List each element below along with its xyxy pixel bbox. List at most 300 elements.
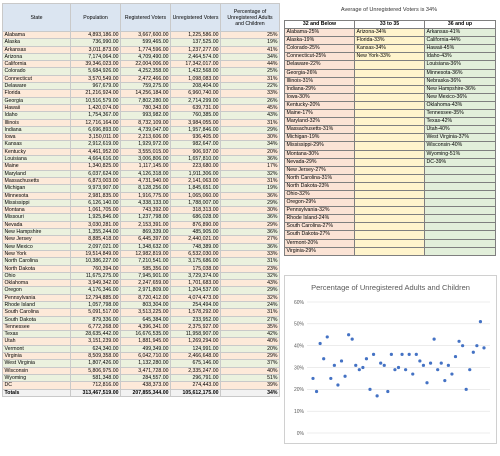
table-row[interactable] [3, 301, 280, 308]
data-point[interactable] [340, 359, 343, 362]
value-cell[interactable]: 32% [221, 170, 280, 177]
table-row[interactable] [3, 163, 280, 170]
table-row[interactable] [3, 280, 280, 287]
data-point[interactable] [429, 362, 432, 365]
group-cell[interactable]: New York-33% [355, 53, 425, 61]
totals-cell[interactable]: 34% [221, 389, 280, 396]
value-cell[interactable]: 12,716,164.00 [71, 119, 121, 126]
value-cell[interactable]: 869,339.00 [121, 229, 171, 236]
value-cell[interactable]: 485,905.00 [171, 229, 221, 236]
group-cell[interactable]: Hawaii-45% [425, 45, 496, 53]
data-point[interactable] [400, 353, 403, 356]
group-cell[interactable]: South Dakota-27% [285, 231, 355, 239]
value-cell[interactable]: 1,225,586.00 [171, 32, 221, 39]
group-cell[interactable]: Oregon-29% [285, 199, 355, 207]
data-point[interactable] [408, 353, 411, 356]
value-cell[interactable]: 4,664,616.00 [71, 156, 121, 163]
table-row[interactable] [3, 185, 280, 192]
group-cell[interactable]: Michigan-19% [285, 134, 355, 142]
group-cell[interactable]: Vermont-20% [285, 239, 355, 247]
table-row[interactable] [3, 309, 280, 316]
group-cell[interactable] [355, 174, 425, 182]
value-cell[interactable]: 39,346,023.00 [71, 61, 121, 68]
value-cell[interactable]: 284,557.00 [121, 374, 171, 381]
value-cell[interactable]: 3,555,015.00 [121, 148, 171, 155]
value-cell[interactable]: 3,984,055.00 [171, 119, 221, 126]
value-cell[interactable]: 1,132,280.00 [121, 360, 171, 367]
group-cell[interactable]: Massachusetts-31% [285, 126, 355, 134]
group-cell[interactable]: South Carolina-27% [285, 223, 355, 231]
value-cell[interactable]: 760,385.00 [171, 112, 221, 119]
table-row[interactable] [3, 177, 280, 184]
value-cell[interactable]: 12,794,885.00 [71, 294, 121, 301]
state-cell[interactable]: Texas [3, 331, 71, 338]
value-cell[interactable]: 9,973,907.00 [71, 185, 121, 192]
group-cell[interactable]: Delaware-22% [285, 61, 355, 69]
totals-cell[interactable]: 105,612,175.00 [171, 389, 221, 396]
group-cell[interactable]: Mississippi-29% [285, 142, 355, 150]
value-cell[interactable]: 8,128,256.00 [121, 185, 171, 192]
value-cell[interactable]: 16,676,535.00 [121, 331, 171, 338]
state-cell[interactable]: Colorado [3, 68, 71, 75]
value-cell[interactable]: 1,881,945.00 [121, 338, 171, 345]
value-cell[interactable]: 31% [221, 75, 280, 82]
value-cell[interactable]: 36% [221, 243, 280, 250]
group-cell[interactable] [355, 150, 425, 158]
value-cell[interactable]: 982,647.00 [171, 141, 221, 148]
value-cell[interactable]: 1,204,537.00 [171, 287, 221, 294]
value-cell[interactable]: 759,275.00 [121, 83, 171, 90]
value-cell[interactable]: 43% [221, 280, 280, 287]
state-cell[interactable]: Massachusetts [3, 177, 71, 184]
value-cell[interactable]: 4,731,940.00 [121, 177, 171, 184]
group-cell[interactable]: Connecticut-25% [285, 53, 355, 61]
value-cell[interactable]: 1,355,244.00 [71, 229, 121, 236]
value-cell[interactable]: 14,256,184.00 [121, 90, 171, 97]
value-cell[interactable]: 11,958,907.00 [171, 331, 221, 338]
table-row[interactable] [3, 104, 280, 111]
value-cell[interactable]: 2,375,927.00 [171, 323, 221, 330]
value-cell[interactable]: 45% [221, 104, 280, 111]
value-cell[interactable]: 686,028.00 [171, 214, 221, 221]
value-cell[interactable]: 2,971,809.00 [121, 287, 171, 294]
value-cell[interactable]: 208,404.00 [171, 83, 221, 90]
value-cell[interactable]: 3,949,342.00 [71, 280, 121, 287]
value-cell[interactable]: 39% [221, 382, 280, 389]
value-cell[interactable]: 624,340.00 [71, 345, 121, 352]
state-cell[interactable]: Tennessee [3, 323, 71, 330]
value-cell[interactable]: 6,126,140.00 [71, 199, 121, 206]
data-point[interactable] [454, 355, 457, 358]
table-row[interactable] [3, 258, 280, 265]
state-cell[interactable]: New Hampshire [3, 229, 71, 236]
value-cell[interactable]: 585,356.00 [121, 265, 171, 272]
state-cell[interactable]: Pennsylvania [3, 294, 71, 301]
value-cell[interactable]: 6,445,397.00 [121, 236, 171, 243]
group-cell[interactable] [425, 190, 496, 198]
state-cell[interactable]: New Jersey [3, 236, 71, 243]
value-cell[interactable]: 4,252,358.00 [121, 68, 171, 75]
value-cell[interactable]: 1,929,972.00 [121, 141, 171, 148]
value-cell[interactable]: 645,384.00 [121, 316, 171, 323]
value-cell[interactable]: 499,349.00 [121, 345, 171, 352]
group-cell[interactable] [355, 199, 425, 207]
table-row[interactable] [3, 119, 280, 126]
value-cell[interactable]: 675,146.00 [171, 360, 221, 367]
state-cell[interactable]: New York [3, 250, 71, 257]
state-cell[interactable]: Mississippi [3, 199, 71, 206]
table-row[interactable] [3, 236, 280, 243]
value-cell[interactable]: 4,739,047.00 [121, 126, 171, 133]
totals-row[interactable] [3, 389, 280, 396]
value-cell[interactable]: 7,210,541.00 [121, 258, 171, 265]
data-point[interactable] [433, 338, 436, 341]
value-cell[interactable]: 4,396,341.00 [121, 323, 171, 330]
value-cell[interactable]: 29% [221, 199, 280, 206]
group-cell[interactable]: Idaho-43% [425, 53, 496, 61]
table-row[interactable] [3, 148, 280, 155]
value-cell[interactable]: 8,720,412.00 [121, 294, 171, 301]
group-cell[interactable]: Georgia-26% [285, 69, 355, 77]
value-cell[interactable]: 318,313.00 [171, 207, 221, 214]
table-row[interactable] [3, 382, 280, 389]
value-cell[interactable]: 10,516,579.00 [71, 97, 121, 104]
state-cell[interactable]: Iowa [3, 134, 71, 141]
value-cell[interactable]: 36% [221, 192, 280, 199]
state-cell[interactable]: Oklahoma [3, 280, 71, 287]
value-cell[interactable]: 44% [221, 61, 280, 68]
table-row[interactable] [3, 272, 280, 279]
value-cell[interactable]: 36% [221, 214, 280, 221]
value-cell[interactable]: 30% [221, 134, 280, 141]
state-cell[interactable]: North Dakota [3, 265, 71, 272]
value-cell[interactable]: 223,680.00 [171, 163, 221, 170]
group-cell[interactable] [425, 174, 496, 182]
state-cell[interactable]: New Mexico [3, 243, 71, 250]
value-cell[interactable]: 3,151,239.00 [71, 338, 121, 345]
value-cell[interactable]: 1,925,846.00 [71, 214, 121, 221]
value-cell[interactable]: 22,004,006.00 [121, 61, 171, 68]
value-cell[interactable]: 2,981,835.00 [71, 192, 121, 199]
value-cell[interactable]: 3,150,011.00 [71, 134, 121, 141]
value-cell[interactable]: 42% [221, 331, 280, 338]
state-cell[interactable]: DC [3, 382, 71, 389]
data-point[interactable] [404, 368, 407, 371]
group-cell[interactable]: Rhode Island-24% [285, 215, 355, 223]
value-cell[interactable]: 6,772,268.00 [71, 323, 121, 330]
state-cell[interactable]: West Virginia [3, 360, 71, 367]
value-cell[interactable]: 233,952.00 [171, 316, 221, 323]
state-cell[interactable]: Hawaii [3, 104, 71, 111]
value-cell[interactable]: 5,091,517.00 [71, 309, 121, 316]
scatter-chart[interactable] [284, 275, 497, 444]
data-point[interactable] [368, 388, 371, 391]
group-cell[interactable] [425, 199, 496, 207]
value-cell[interactable]: 1,916,775.00 [121, 192, 171, 199]
data-point[interactable] [461, 344, 464, 347]
group-cell[interactable] [355, 61, 425, 69]
table-row[interactable] [3, 250, 280, 257]
table-row[interactable] [3, 265, 280, 272]
value-cell[interactable]: 736,990.00 [71, 39, 121, 46]
data-point[interactable] [440, 362, 443, 365]
value-cell[interactable]: 31% [221, 177, 280, 184]
group-cell[interactable]: New Jersey-27% [285, 166, 355, 174]
value-cell[interactable]: 2,466,648.00 [171, 353, 221, 360]
data-point[interactable] [447, 364, 450, 367]
group-cell[interactable] [355, 231, 425, 239]
value-cell[interactable]: 6,873,003.00 [71, 177, 121, 184]
table-row[interactable] [3, 287, 280, 294]
value-cell[interactable]: 4,709,490.00 [121, 53, 171, 60]
value-cell[interactable]: 1,117,145.00 [121, 163, 171, 170]
group-cell[interactable] [355, 110, 425, 118]
totals-cell[interactable]: 313,467,519.00 [71, 389, 121, 396]
data-point[interactable] [376, 394, 379, 397]
value-cell[interactable]: 1,957,846.00 [171, 126, 221, 133]
value-cell[interactable]: 1,340,825.00 [71, 163, 121, 170]
value-cell[interactable]: 1,807,426.00 [71, 360, 121, 367]
value-cell[interactable]: 6,037,624.00 [71, 170, 121, 177]
group-cell[interactable]: Iowa-30% [285, 93, 355, 101]
data-point[interactable] [311, 377, 314, 380]
value-cell[interactable]: 36% [221, 229, 280, 236]
data-point[interactable] [418, 359, 421, 362]
value-cell[interactable]: 296,791.00 [171, 374, 221, 381]
state-cell[interactable]: Alaska [3, 39, 71, 46]
value-cell[interactable]: 1,061,705.00 [71, 207, 121, 214]
state-cell[interactable]: Alabama [3, 32, 71, 39]
data-point[interactable] [365, 357, 368, 360]
value-cell[interactable]: 254,494.00 [171, 301, 221, 308]
table-row[interactable] [3, 316, 280, 323]
group-cell[interactable] [425, 166, 496, 174]
value-cell[interactable]: 34% [221, 141, 280, 148]
value-cell[interactable]: 2,097,021.00 [71, 243, 121, 250]
value-cell[interactable]: 2,464,574.00 [171, 53, 221, 60]
value-cell[interactable]: 30% [221, 207, 280, 214]
value-cell[interactable]: 2,335,247.00 [171, 367, 221, 374]
value-cell[interactable]: 1,057,798.00 [71, 301, 121, 308]
value-cell[interactable]: 29% [221, 126, 280, 133]
value-cell[interactable]: 137,525.00 [171, 39, 221, 46]
value-cell[interactable]: 27% [221, 236, 280, 243]
group-cell[interactable] [355, 182, 425, 190]
state-cell[interactable]: Maine [3, 163, 71, 170]
group-cell[interactable]: New Hampshire-36% [425, 85, 496, 93]
table-row[interactable] [3, 243, 280, 250]
value-cell[interactable]: 1,348,632.00 [121, 243, 171, 250]
value-cell[interactable]: 760,394.00 [71, 265, 121, 272]
value-cell[interactable]: 1,657,810.00 [171, 156, 221, 163]
value-cell[interactable]: 29% [221, 221, 280, 228]
value-cell[interactable]: 6,532,030.00 [171, 250, 221, 257]
group-cell[interactable] [355, 207, 425, 215]
group-cell[interactable]: Wisconsin-40% [425, 142, 496, 150]
group-cell[interactable] [355, 158, 425, 166]
state-cell[interactable]: Connecticut [3, 75, 71, 82]
table-row[interactable] [3, 199, 280, 206]
group-cell[interactable] [355, 93, 425, 101]
group-cell[interactable]: Utah-40% [425, 126, 496, 134]
state-cell[interactable]: North Carolina [3, 258, 71, 265]
value-cell[interactable]: 5,684,926.00 [71, 68, 121, 75]
state-cell[interactable]: Wisconsin [3, 367, 71, 374]
value-cell[interactable]: 25% [221, 68, 280, 75]
value-cell[interactable]: 2,472,466.00 [121, 75, 171, 82]
group-cell[interactable]: Kentucky-20% [285, 101, 355, 109]
group-cell[interactable]: Maryland-32% [285, 118, 355, 126]
data-point[interactable] [333, 364, 336, 367]
data-point[interactable] [315, 390, 318, 393]
value-cell[interactable]: 2,247,659.00 [121, 280, 171, 287]
value-cell[interactable]: 1,911,306.00 [171, 170, 221, 177]
group-cell[interactable]: Illinois-31% [285, 77, 355, 85]
value-cell[interactable]: 6,042,710.00 [121, 353, 171, 360]
value-cell[interactable]: 43% [221, 112, 280, 119]
group-cell[interactable]: Alabama-25% [285, 29, 355, 37]
group-cell[interactable] [355, 215, 425, 223]
value-cell[interactable]: 1,578,292.00 [171, 309, 221, 316]
group-cell[interactable]: Nebraska-36% [425, 77, 496, 85]
group-cell[interactable] [355, 223, 425, 231]
value-cell[interactable]: 11,675,275.00 [71, 272, 121, 279]
state-cell[interactable]: Illinois [3, 119, 71, 126]
totals-cell[interactable]: 207,855,344.00 [121, 389, 171, 396]
value-cell[interactable]: 37% [221, 360, 280, 367]
data-point[interactable] [397, 366, 400, 369]
state-cell[interactable]: Kentucky [3, 148, 71, 155]
group-cell[interactable] [355, 77, 425, 85]
value-cell[interactable]: 124,991.00 [171, 345, 221, 352]
data-point[interactable] [425, 381, 428, 384]
data-point[interactable] [386, 390, 389, 393]
value-cell[interactable]: 7,945,901.00 [121, 272, 171, 279]
data-point[interactable] [472, 351, 475, 354]
table-row[interactable] [3, 345, 280, 352]
data-point[interactable] [383, 364, 386, 367]
value-cell[interactable]: 438,373.00 [121, 382, 171, 389]
value-cell[interactable]: 31% [221, 119, 280, 126]
group-cell[interactable] [355, 247, 425, 255]
group-cell[interactable] [355, 134, 425, 142]
value-cell[interactable]: 581,348.00 [71, 374, 121, 381]
value-cell[interactable]: 33% [221, 90, 280, 97]
value-cell[interactable]: 1,269,294.00 [171, 338, 221, 345]
value-cell[interactable]: 1,754,367.00 [71, 112, 121, 119]
group-cell[interactable] [355, 142, 425, 150]
value-cell[interactable]: 33% [221, 250, 280, 257]
state-cell[interactable]: Oregon [3, 287, 71, 294]
data-point[interactable] [468, 368, 471, 371]
state-cell[interactable]: Michigan [3, 185, 71, 192]
state-cell[interactable]: Arizona [3, 53, 71, 60]
value-cell[interactable]: 40% [221, 367, 280, 374]
value-cell[interactable]: 906,937.00 [171, 148, 221, 155]
value-cell[interactable]: 19% [221, 185, 280, 192]
table-row[interactable] [3, 97, 280, 104]
group-cell[interactable]: California-44% [425, 37, 496, 45]
table-row[interactable] [3, 367, 280, 374]
value-cell[interactable]: 41% [221, 46, 280, 53]
group-cell[interactable] [425, 239, 496, 247]
value-cell[interactable]: 3,175,686.00 [171, 258, 221, 265]
group-cell[interactable] [425, 223, 496, 231]
data-point[interactable] [329, 377, 332, 380]
group-cell[interactable]: Montana-30% [285, 150, 355, 158]
state-cell[interactable]: Georgia [3, 97, 71, 104]
value-cell[interactable]: 743,392.00 [121, 207, 171, 214]
group-cell[interactable]: Kansas-34% [355, 45, 425, 53]
value-cell[interactable]: 780,343.00 [121, 104, 171, 111]
value-cell[interactable]: 1,237,277.00 [171, 46, 221, 53]
data-point[interactable] [361, 366, 364, 369]
state-cell[interactable]: Kansas [3, 141, 71, 148]
value-cell[interactable]: 1,774,596.00 [121, 46, 171, 53]
group-cell[interactable]: Colorado-25% [285, 45, 355, 53]
data-point[interactable] [443, 379, 446, 382]
value-cell[interactable]: 4,074,473.00 [171, 294, 221, 301]
value-cell[interactable]: 20% [221, 148, 280, 155]
group-cell[interactable]: North Carolina-31% [285, 174, 355, 182]
table-row[interactable] [3, 112, 280, 119]
value-cell[interactable]: 2,714,299.00 [171, 97, 221, 104]
state-cell[interactable]: South Dakota [3, 316, 71, 323]
group-cell[interactable] [355, 126, 425, 134]
state-cell[interactable]: South Carolina [3, 309, 71, 316]
group-cell[interactable] [355, 166, 425, 174]
state-cell[interactable]: Wyoming [3, 374, 71, 381]
data-point[interactable] [351, 338, 354, 341]
value-cell[interactable]: 599,465.00 [121, 39, 171, 46]
group-cell[interactable] [425, 207, 496, 215]
data-point[interactable] [450, 372, 453, 375]
value-cell[interactable]: 274,443.00 [171, 382, 221, 389]
table-row[interactable] [3, 338, 280, 345]
group-cell[interactable]: Maine-17% [285, 110, 355, 118]
value-cell[interactable]: 175,038.00 [171, 265, 221, 272]
value-cell[interactable]: 712,816.00 [71, 382, 121, 389]
group-cell[interactable]: Tennessee-35% [425, 110, 496, 118]
state-cell[interactable]: Florida [3, 90, 71, 97]
data-point[interactable] [457, 340, 460, 343]
group-cell[interactable]: Arizona-34% [355, 29, 425, 37]
value-cell[interactable]: 23% [221, 265, 280, 272]
value-cell[interactable]: 6,696,893.00 [71, 126, 121, 133]
value-cell[interactable]: 2,213,606.00 [121, 134, 171, 141]
table-row[interactable] [3, 61, 280, 68]
data-point[interactable] [393, 368, 396, 371]
value-cell[interactable]: 993,982.00 [121, 112, 171, 119]
state-cell[interactable]: Virginia [3, 353, 71, 360]
value-cell[interactable]: 40% [221, 338, 280, 345]
group-cell[interactable]: DC-39% [425, 158, 496, 166]
table-row[interactable] [3, 83, 280, 90]
state-cell[interactable]: Rhode Island [3, 301, 71, 308]
data-point[interactable] [358, 368, 361, 371]
table-row[interactable] [3, 192, 280, 199]
value-cell[interactable]: 19,514,849.00 [71, 250, 121, 257]
data-point[interactable] [343, 375, 346, 378]
value-cell[interactable]: 20% [221, 345, 280, 352]
state-cell[interactable]: Idaho [3, 112, 71, 119]
value-cell[interactable]: 3,011,873.00 [71, 46, 121, 53]
group-cell[interactable]: Ohio-32% [285, 190, 355, 198]
table-row[interactable] [3, 90, 280, 97]
value-cell[interactable]: 1,098,083.00 [171, 75, 221, 82]
state-cell[interactable]: Arkansas [3, 46, 71, 53]
group-cell[interactable] [355, 190, 425, 198]
